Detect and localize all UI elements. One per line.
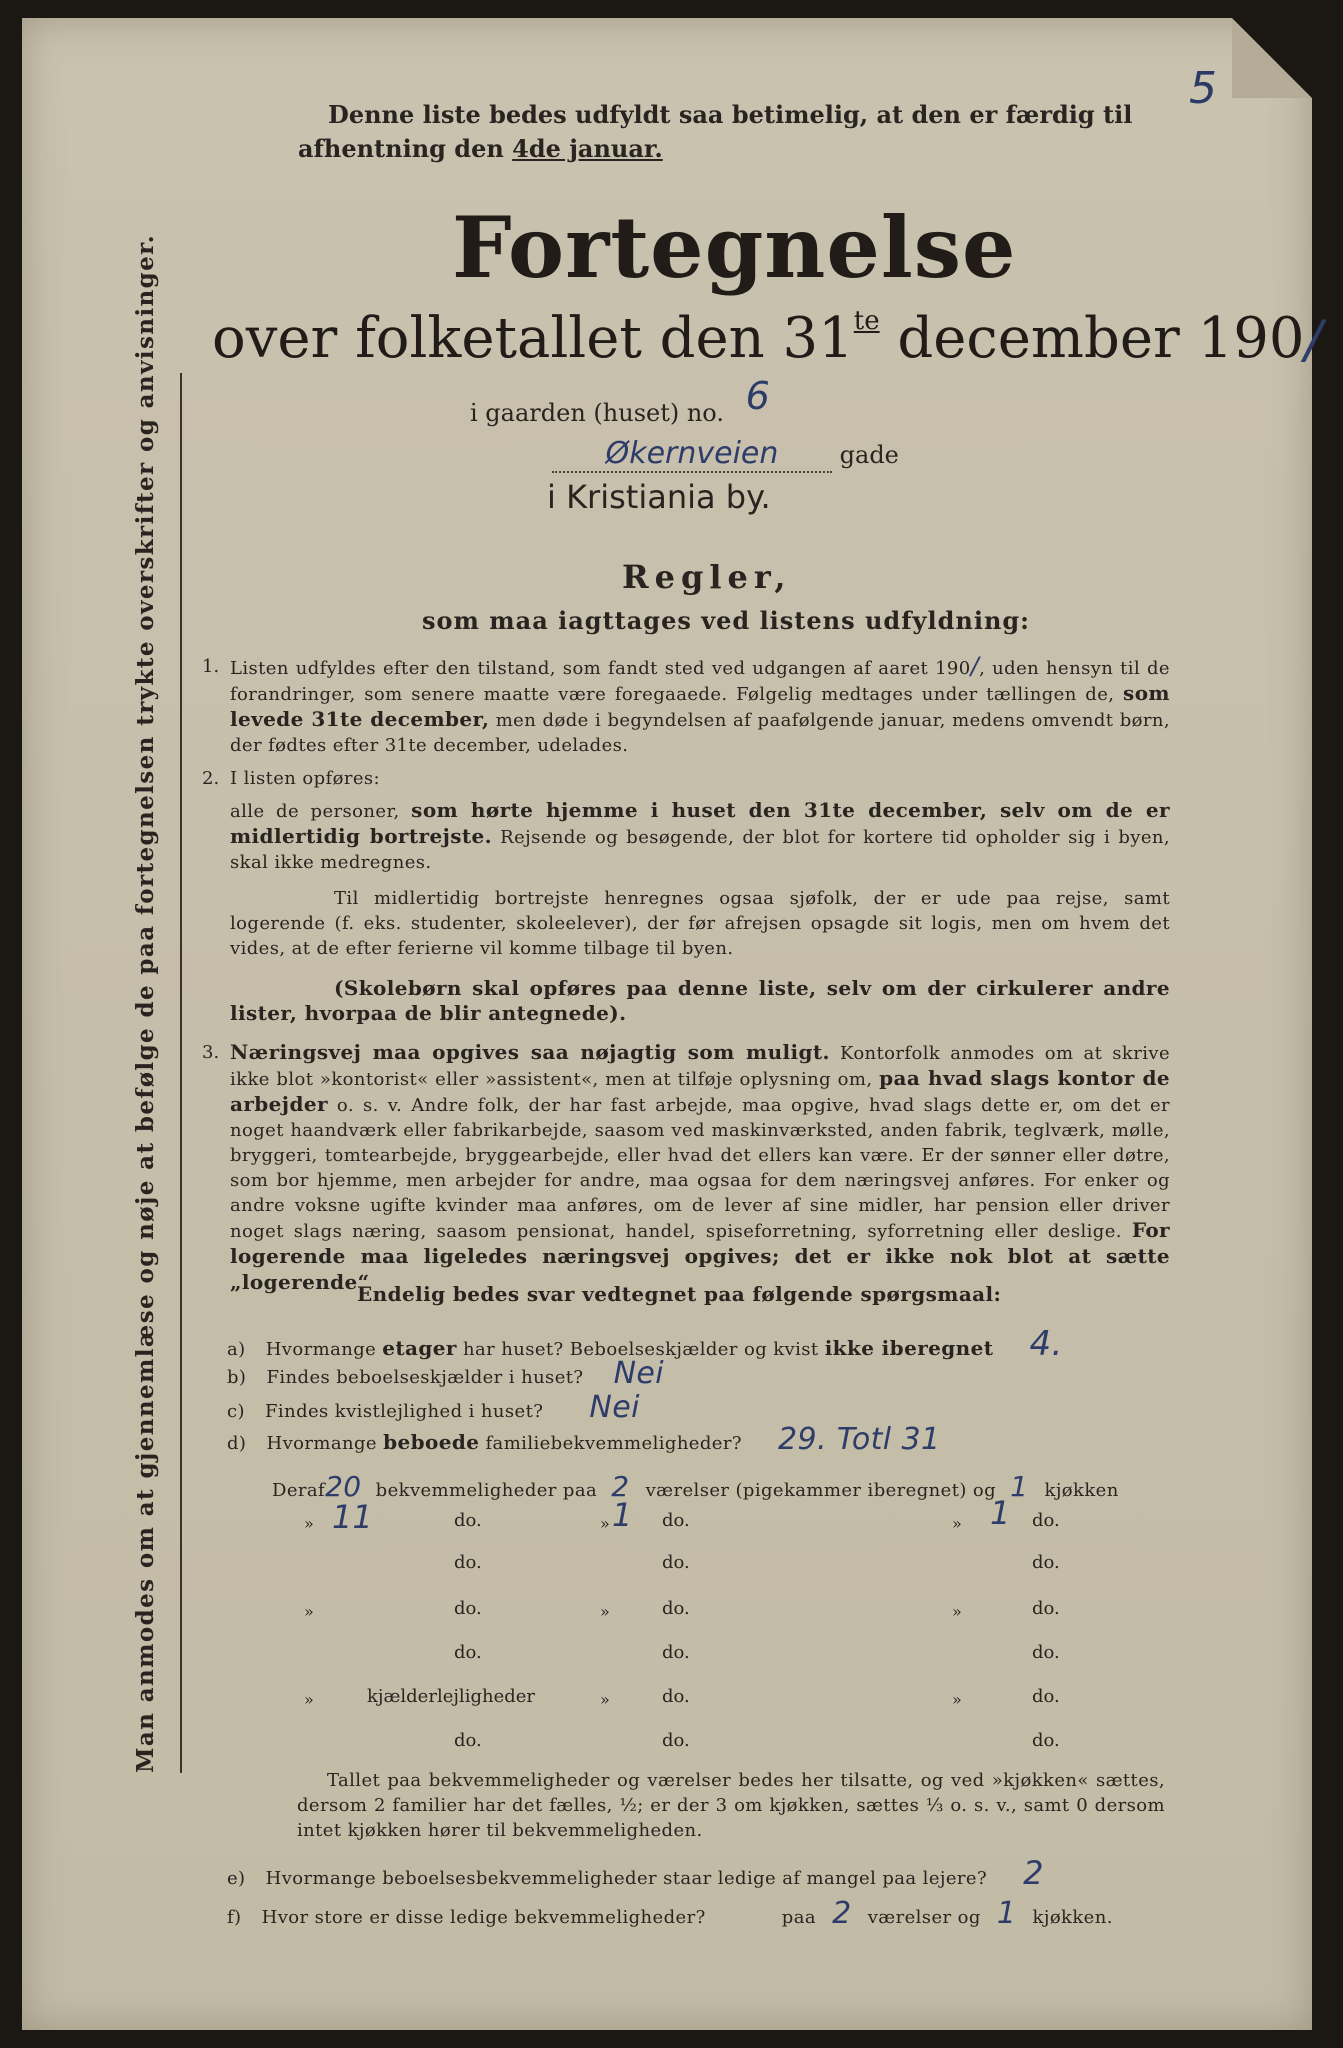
question-f-rooms: 2 [832, 1896, 852, 1931]
question-e-answer: 2 [1023, 1854, 1044, 1892]
rule-3-text [230, 1040, 1170, 1296]
rules-heading: Regler, [622, 558, 792, 596]
rule-2-bold: som hørte hjemme i huset den 31te december, selv om de er midlertidig bortrejste. [230, 798, 1170, 848]
question-a-bold: etager [382, 1336, 457, 1360]
row-6-do-3: do. [1032, 1686, 1060, 1707]
rule-3-bold-1: Næringsvej maa opgives saa nøjagtig som muligt. [230, 1040, 830, 1064]
row-3-do-3: do. [1032, 1552, 1060, 1573]
row-4-mark-1: » [304, 1602, 314, 1621]
page-subtitle [212, 306, 1322, 371]
kjokken-label: kjøkken [1044, 1480, 1119, 1501]
footnote: Tallet paa bekvemmeligheder og værelser bedes her tilsatte, og ved »kjøkken« sættes, dersom 2 familier har det fælles, ½; er der 3 om kjøkken, sættes ⅓ o. s. v., samt 0 dersom intet kjøkken hører til bekvemmeligheden. [297, 1770, 1165, 1841]
question-a-label: a) [227, 1339, 246, 1360]
question-f [227, 1896, 1113, 1931]
row-2-rooms: 1 [612, 1496, 633, 1534]
row-6-do-2: do. [662, 1686, 690, 1707]
row-7-do-3: do. [1032, 1730, 1060, 1751]
notice-date: 4de januar. [512, 134, 663, 163]
row-6-mark-1: » [304, 1690, 314, 1709]
row-2-mark-2: » [600, 1514, 610, 1533]
notice-line-1: Denne liste bedes udfyldt saa betimelig, at den er færdig til [328, 100, 1133, 129]
rule-1-number: 1. [202, 656, 220, 677]
rule-3-bold-3: For logerende maa ligeledes næringsvej opgives; det er ikke nok blot at sætte „logerende“ [230, 1218, 1170, 1294]
city-line: i Kristiania by. [547, 478, 771, 516]
row-5-do-1: do. [454, 1642, 482, 1663]
rule-1-c: men døde i begyndelsen af paafølgende januar, medens omvendt børn, der fødtes efter 31te december, udelades. [230, 710, 1171, 756]
row-2-do-3: do. [1032, 1510, 1060, 1531]
question-b-text: Findes beboelseskjælder i huset? [266, 1367, 584, 1388]
street-label: gade [839, 441, 899, 469]
row-7-do-1: do. [454, 1730, 482, 1751]
row-4-do-3: do. [1032, 1598, 1060, 1619]
deraf-label: Deraf [272, 1480, 326, 1501]
row-5-do-2: do. [662, 1642, 690, 1663]
question-e-label: e) [227, 1868, 246, 1889]
question-a-answer: 4. [1029, 1324, 1063, 1364]
rule-2-paragraph-3: (Skolebørn skal opføres paa denne liste, selv om der cirkulerer andre lister, hvorpaa de blir antegnede). [230, 976, 1170, 1025]
rule-2-a: alle de personer, [230, 801, 400, 822]
rule-3-b: o. s. v. Andre folk, der har fast arbejde, maa opgive, hvad slags dette er, om det er noget haandværk eller fabrikarbejde, saasom ved maskinværksted, anden fabrik, teglværk, mølle, bryggeri, tomtearbejde, bryggearbejde, eller hvad det ellers kan være. Er der sønner eller døtre, som bor hjemme, men arbejder for andre, maa ogsaa for dem næringsvej anføres. For enker og andre voksne ugifte kvinder maa anføres, om de lever af sine midler, har pension eller driver noget slags næring, saasom pensionat, handel, spiseforretning, syforretning eller deslige. [230, 1095, 1171, 1242]
rules-subheading: som maa iagttages ved listens udfyldning: [422, 606, 1031, 635]
row-2-mark-3: » [952, 1514, 962, 1533]
question-d-text-1: Hvormange [266, 1433, 377, 1454]
question-d-bold: beboede [383, 1430, 480, 1454]
question-e [227, 1854, 1044, 1892]
pickup-notice [298, 98, 1188, 166]
rule-1-bold: som levede 31te december, [230, 681, 1170, 731]
row-4-do-1: do. [454, 1598, 482, 1619]
question-d [227, 1422, 940, 1457]
question-c-label: c) [227, 1401, 245, 1422]
subtitle-superscript: te [853, 306, 880, 336]
question-e-text: Hvormange beboelsesbekvemmeligheder staar ledige af mangel paa lejere? [265, 1868, 988, 1889]
question-f-kitchens: 1 [996, 1896, 1017, 1931]
row-6-mark-2: » [600, 1690, 610, 1709]
subtitle-prefix: over folketallet den 31 [212, 306, 854, 371]
question-f-vaerelser: værelser og [867, 1907, 981, 1928]
question-b [227, 1356, 664, 1391]
census-form-page [22, 18, 1322, 2030]
rule-2-text [230, 798, 1170, 875]
question-f-kjokken: kjøkken. [1032, 1907, 1113, 1928]
rule-2-b: Rejsende og besøgende, der blot for kortere tid opholder sig i byen, skal ikke medregnes. [230, 827, 1170, 873]
house-label: i gaarden (huset) no. [470, 399, 724, 427]
rule-1-a: Listen udfyldes efter den tilstand, som fandt sted ved udgangen af aaret 190 [230, 658, 971, 679]
kjaelder-label: kjælderlejligheder [367, 1686, 535, 1707]
row-2-do-1: do. [454, 1510, 482, 1531]
rule-3-a: Kontorfolk anmodes om at skrive ikke blot »kontorist« eller »assistent«, men at tilføje oplysning om, [230, 1043, 1171, 1090]
question-d-text-2: familiebekvemmeligheder? [485, 1433, 742, 1454]
row-2-count: 11 [332, 1498, 373, 1536]
notice-line-2 [298, 132, 1188, 166]
vaer-label: værelser (pigekammer iberegnet) og [645, 1480, 997, 1501]
rule-2-paragraph-2: Til midlertidig bortrejste henregnes ogsaa sjøfolk, der er ude paa rejse, samt logerende (f. eks. studenter, skoleelever), der før afrejsen opsagde sit logis, men om hvem det vides, at de efter ferierne vil komme tilbage til byen. [230, 888, 1170, 959]
question-b-label: b) [227, 1367, 247, 1388]
row-3-do-1: do. [454, 1552, 482, 1573]
question-c-text: Findes kvistlejlighed i huset? [265, 1401, 544, 1422]
notice-prefix: afhentning den [298, 134, 504, 163]
row-2-do-2: do. [662, 1510, 690, 1531]
row-5-do-3: do. [1032, 1642, 1060, 1663]
rule-2-head: I listen opføres: [230, 768, 381, 789]
street-line [552, 436, 899, 473]
page-title: Fortegnelse [452, 198, 1017, 297]
rule-1-text [230, 654, 1170, 758]
row-7-do-2: do. [662, 1730, 690, 1751]
question-a-text-1: Hvormange [265, 1339, 377, 1360]
question-d-label: d) [227, 1433, 247, 1454]
row-1-kitchens: 1 [1010, 1470, 1029, 1503]
question-f-text: Hvor store er disse ledige bekvemmeligheder? [261, 1907, 706, 1928]
year-handwritten: / [1304, 310, 1322, 370]
row-4-mark-3: » [952, 1602, 962, 1621]
question-c [227, 1390, 640, 1425]
folded-corner [1232, 18, 1312, 98]
corner-number: 5 [1189, 63, 1217, 114]
rule-2-number: 2. [202, 768, 220, 789]
rule-3-bold-2: paa hvad slags kontor de arbejder [230, 1066, 1171, 1116]
question-c-answer: Nei [589, 1390, 640, 1425]
house-number-line [470, 374, 770, 430]
question-f-paa: paa [781, 1907, 816, 1928]
question-f-label: f) [227, 1907, 242, 1928]
house-number: 6 [745, 374, 770, 418]
question-a-bold-2: ikke iberegnet [824, 1336, 994, 1360]
row-3-do-2: do. [662, 1552, 690, 1573]
street-name: Økernveien [552, 436, 832, 473]
rule-3-number: 3. [202, 1042, 220, 1063]
rule-1-b: , uden hensyn til de forandringer, som senere maatte være foregaaede. Følgelig medtages under tællingen de, [230, 658, 1170, 705]
row-6-mark-3: » [952, 1690, 962, 1709]
question-d-answer: 29. Totl 31 [778, 1422, 941, 1457]
row-2-mark-1: » [304, 1514, 314, 1533]
row-1-rooms: 2 [611, 1470, 630, 1503]
row-1-count: 20 [325, 1470, 362, 1503]
subtitle-suffix: december 190 [897, 306, 1305, 371]
row-4-do-2: do. [662, 1598, 690, 1619]
questions-intro: Endelig bedes svar vedtegnet paa følgende spørgsmaal: [357, 1282, 1002, 1306]
question-a-text-2: har huset? Beboelseskjælder og kvist [463, 1339, 819, 1360]
bekv-label: bekvemmeligheder paa [375, 1480, 598, 1501]
question-b-answer: Nei [613, 1356, 664, 1391]
row-4-mark-2: » [600, 1602, 610, 1621]
sidebar-rule [180, 373, 182, 1773]
sidebar-instruction: Man anmodes om at gjennemlæse og nøje at befølge de paa fortegnelsen trykte overskrifter og anvisninger. [132, 234, 159, 1773]
row-2-kitchens: 1 [990, 1494, 1011, 1532]
rule-1-year-hand: / [970, 652, 980, 680]
